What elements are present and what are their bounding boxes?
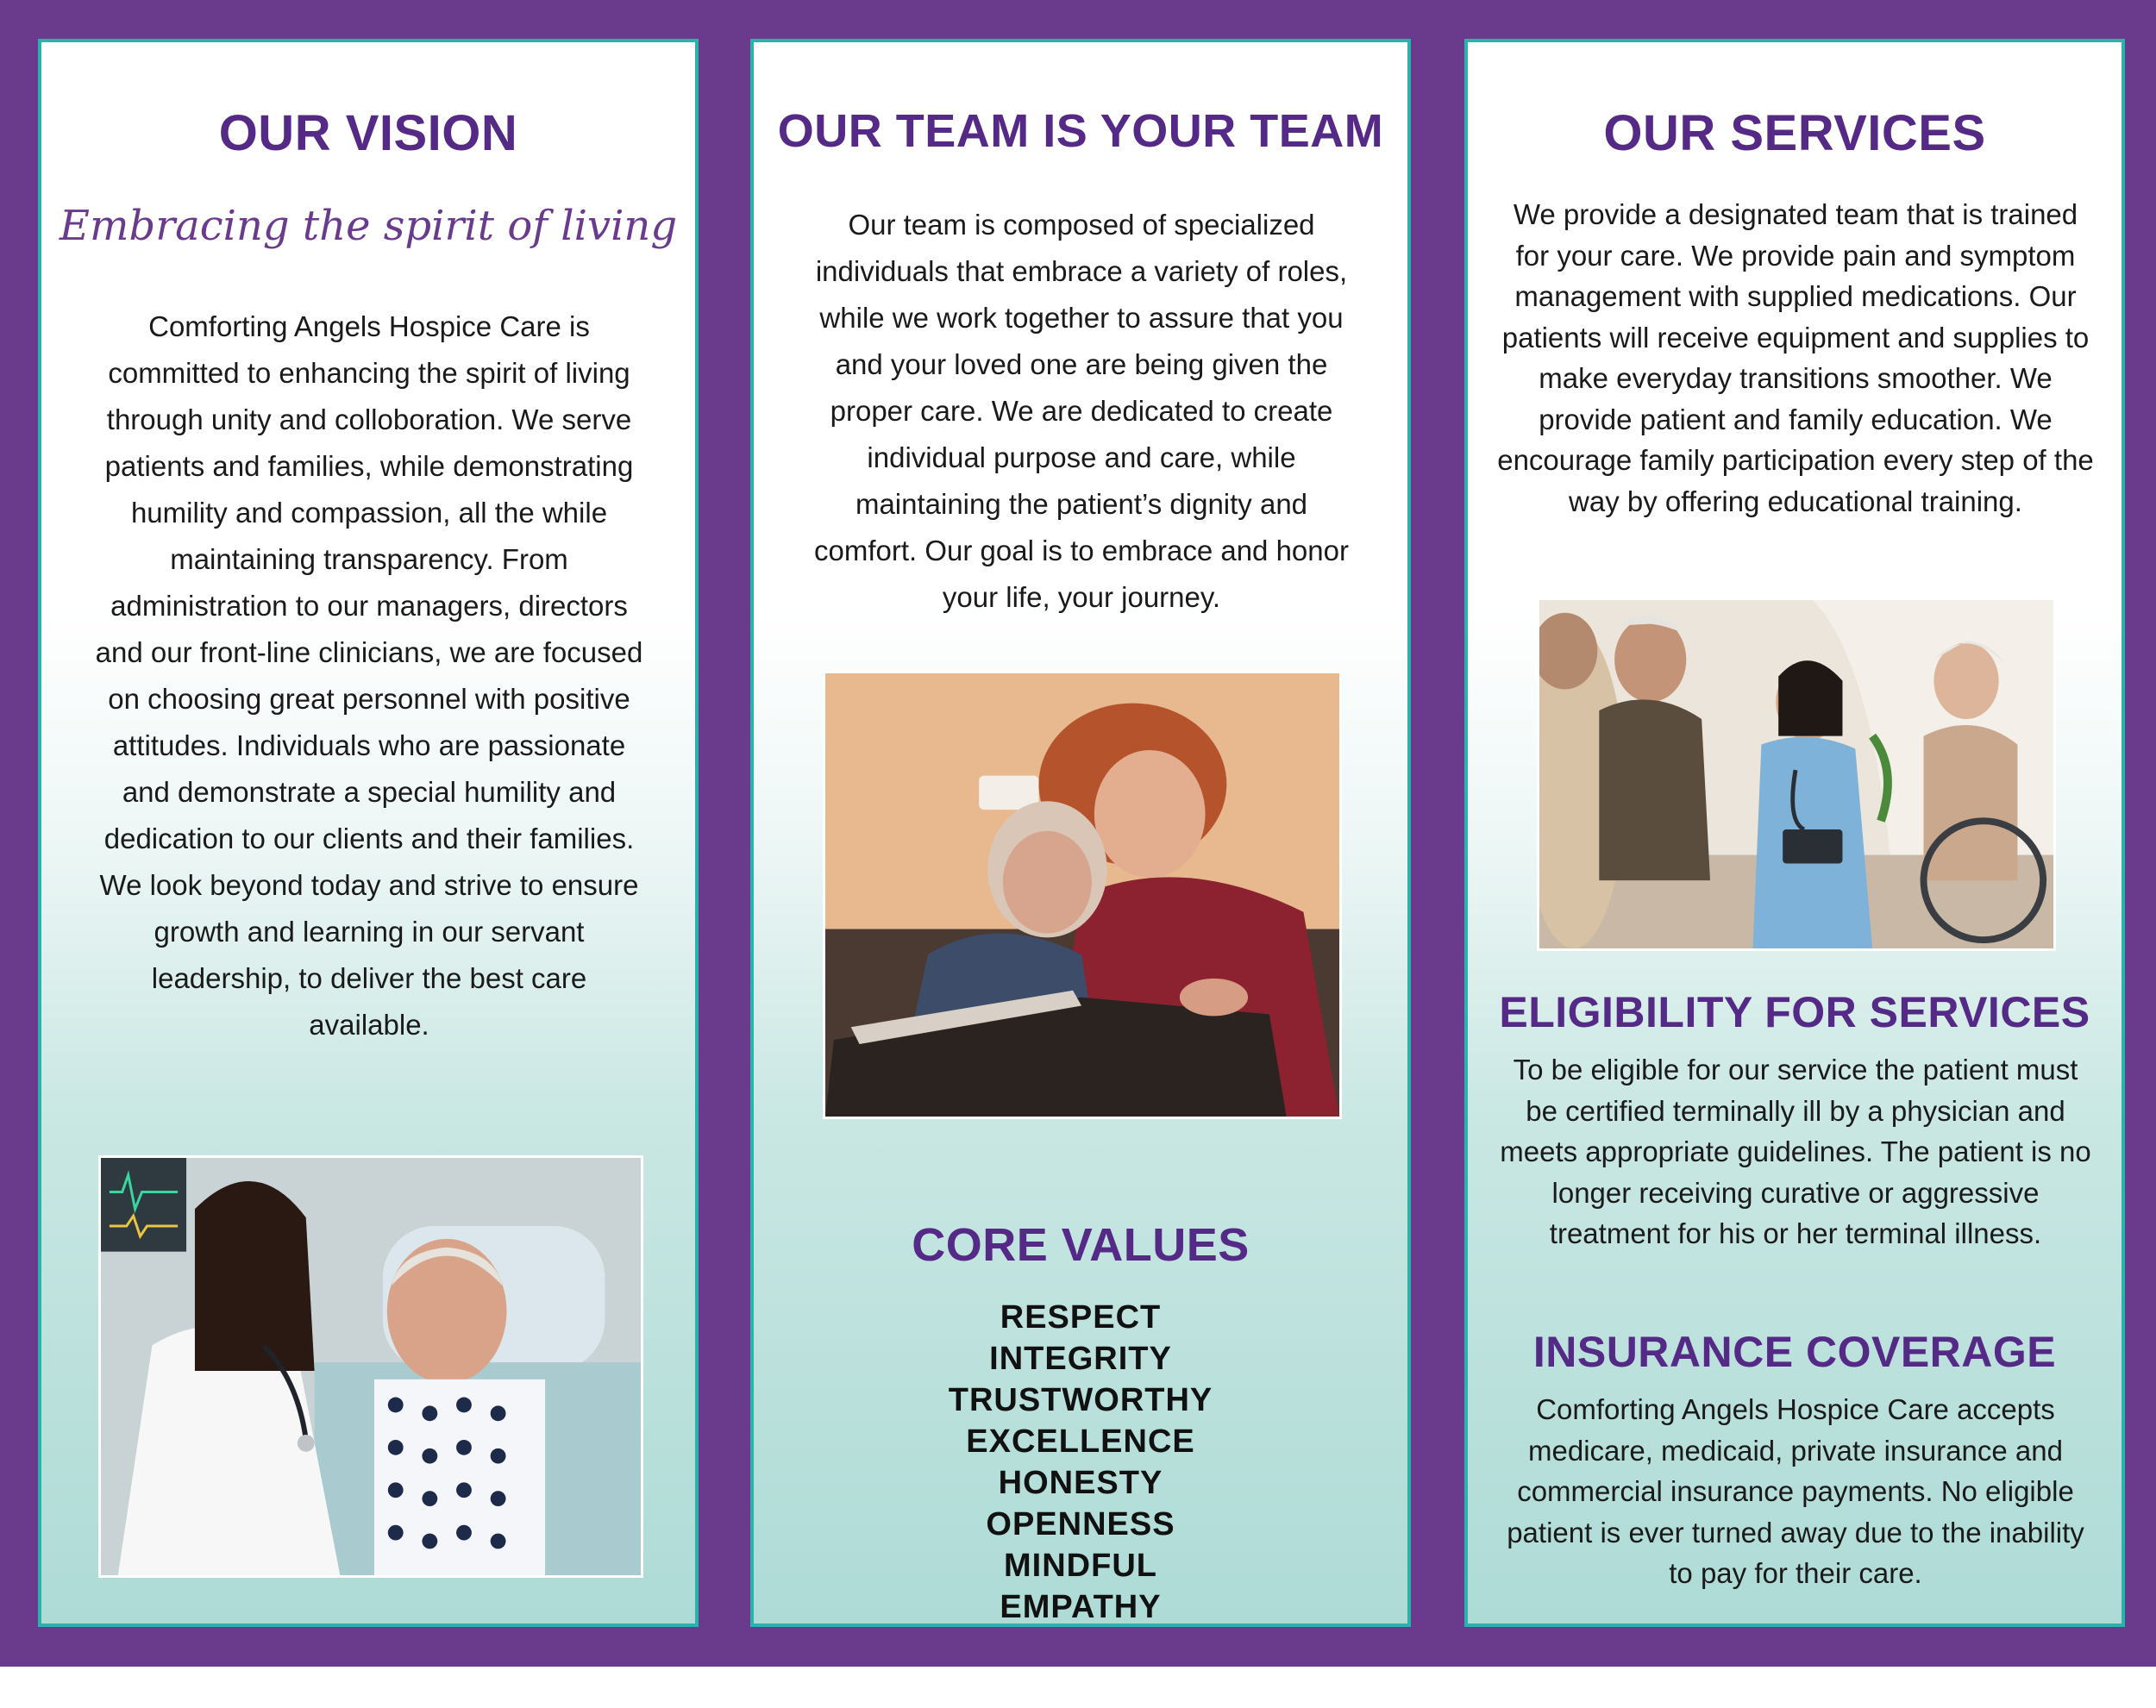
core-value-item: TRUSTWORTHY bbox=[948, 1382, 1213, 1418]
vision-panel bbox=[38, 39, 699, 1627]
core-value-item: MINDFUL bbox=[1004, 1548, 1157, 1584]
family-album-photo bbox=[823, 671, 1342, 1119]
team-title: OUR TEAM IS YOUR TEAM bbox=[777, 105, 1384, 157]
team-panel bbox=[750, 39, 1411, 1627]
core-values-title: CORE VALUES bbox=[912, 1219, 1250, 1271]
eligibility-title: ELIGIBILITY FOR SERVICES bbox=[1499, 988, 2090, 1036]
services-title: OUR SERVICES bbox=[1603, 105, 1986, 161]
doctor-patient-photo bbox=[98, 1155, 643, 1578]
insurance-title: INSURANCE COVERAGE bbox=[1532, 1328, 2057, 1376]
core-value-item: RESPECT bbox=[1000, 1299, 1162, 1336]
core-value-item: INTEGRITY bbox=[989, 1341, 1172, 1377]
core-value-item: HONESTY bbox=[998, 1465, 1163, 1501]
services-body: We provide a designated team that is trained for your care. We provide pain and symptom management with supplied medications. Our patients will receive equipment and supplies to make everyday transitions smoother. We provide patient and family education. We encourage family participation every step of the way by offering educational training. bbox=[1497, 198, 2094, 517]
insurance-body: Comforting Angels Hospice Care accepts medicare, medicaid, private insurance and commercial insurance payments. No eligible patient is ever turned away due to the inability to pay for their care. bbox=[1507, 1393, 2084, 1589]
vision-tagline: Embracing the spirit of living bbox=[59, 202, 678, 250]
core-values-list bbox=[754, 1297, 1407, 1627]
core-value-item: EXCELLENCE bbox=[966, 1423, 1195, 1460]
eligibility-body: To be eligible for our service the patient must be certified terminally ill by a physician and meets appropriate guidelines. The patient is no longer receiving curative or aggressive treatment for his or her terminal illness. bbox=[1500, 1054, 2091, 1249]
core-value-item: OPENNESS bbox=[986, 1506, 1175, 1542]
core-value-item: EMPATHY bbox=[1000, 1589, 1162, 1625]
nurse-group-photo bbox=[1537, 597, 2056, 951]
vision-title: OUR VISION bbox=[218, 105, 518, 161]
services-panel bbox=[1464, 39, 2125, 1627]
team-body: Our team is composed of specialized individuals that embrace a variety of roles, while we work together to assure that you and your loved one are being given the proper care. We are dedicated to create individual purpose and care, while maintaining the patient’s dignity and comfort. Our goal is to embrace and honor your life, your journey. bbox=[814, 209, 1349, 613]
vision-body: Comforting Angels Hospice Care is committed to enhancing the spirit of living through unity and colloboration. We serve patients and families, while demonstrating humility and compassion, all the while maintaining transparency. From administration to our managers, directors and our front-line clinicians, we are focused on choosing great personnel with positive attitudes. Individuals who are passionate and demonstrate a special humility and dedication to our clients and their families. We look beyond today and strive to ensure growth and learning in our servant leadership, to deliver the best care available. bbox=[95, 310, 643, 1041]
